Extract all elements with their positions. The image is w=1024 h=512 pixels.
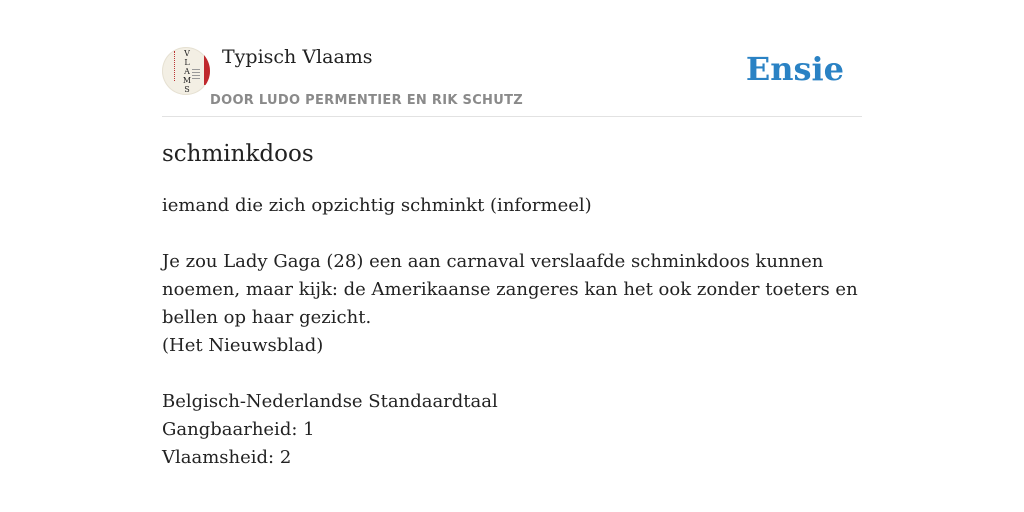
blog-title[interactable]: Typisch Vlaams xyxy=(222,46,373,68)
avatar-dotted-line xyxy=(174,51,177,81)
avatar-letter: V xyxy=(184,49,190,58)
byline: DOOR LUDO PERMENTIER EN RIK SCHUTZ xyxy=(210,93,523,108)
entry-example: Je zou Lady Gaga (28) een aan carnaval verslaafde schminkdoos kunnen noemen, maar kijk: de Amerikaanse zangeres kan het ook zonder toeters en bellen op haar gezicht. xyxy=(162,251,858,328)
entry-word: schminkdoos xyxy=(162,141,314,167)
entry-gangbaarheid: Gangbaarheid: 1 xyxy=(162,419,315,440)
avatar-red-bar xyxy=(204,55,210,85)
avatar-letters xyxy=(182,49,192,94)
avatar-letter: A xyxy=(184,67,190,76)
avatar-letter: M xyxy=(182,76,192,85)
spacer xyxy=(162,220,862,248)
entry-body xyxy=(162,192,862,472)
spacer xyxy=(162,360,862,388)
ensie-logo-link[interactable]: Ensie xyxy=(745,50,844,88)
avatar-text-lines xyxy=(192,69,200,79)
entry-content xyxy=(162,138,862,472)
entry-vlaamsheid: Vlaamsheid: 2 xyxy=(162,447,292,468)
avatar-letter: L xyxy=(184,58,190,67)
avatar-letter: S xyxy=(184,85,190,94)
blog-avatar[interactable] xyxy=(162,47,210,95)
entry-definition: iemand die zich opzichtig schminkt (informeel) xyxy=(162,195,592,216)
entry-language: Belgisch-Nederlandse Standaardtaal xyxy=(162,391,498,412)
header xyxy=(162,40,862,117)
entry-source: (Het Nieuwsblad) xyxy=(162,335,324,356)
